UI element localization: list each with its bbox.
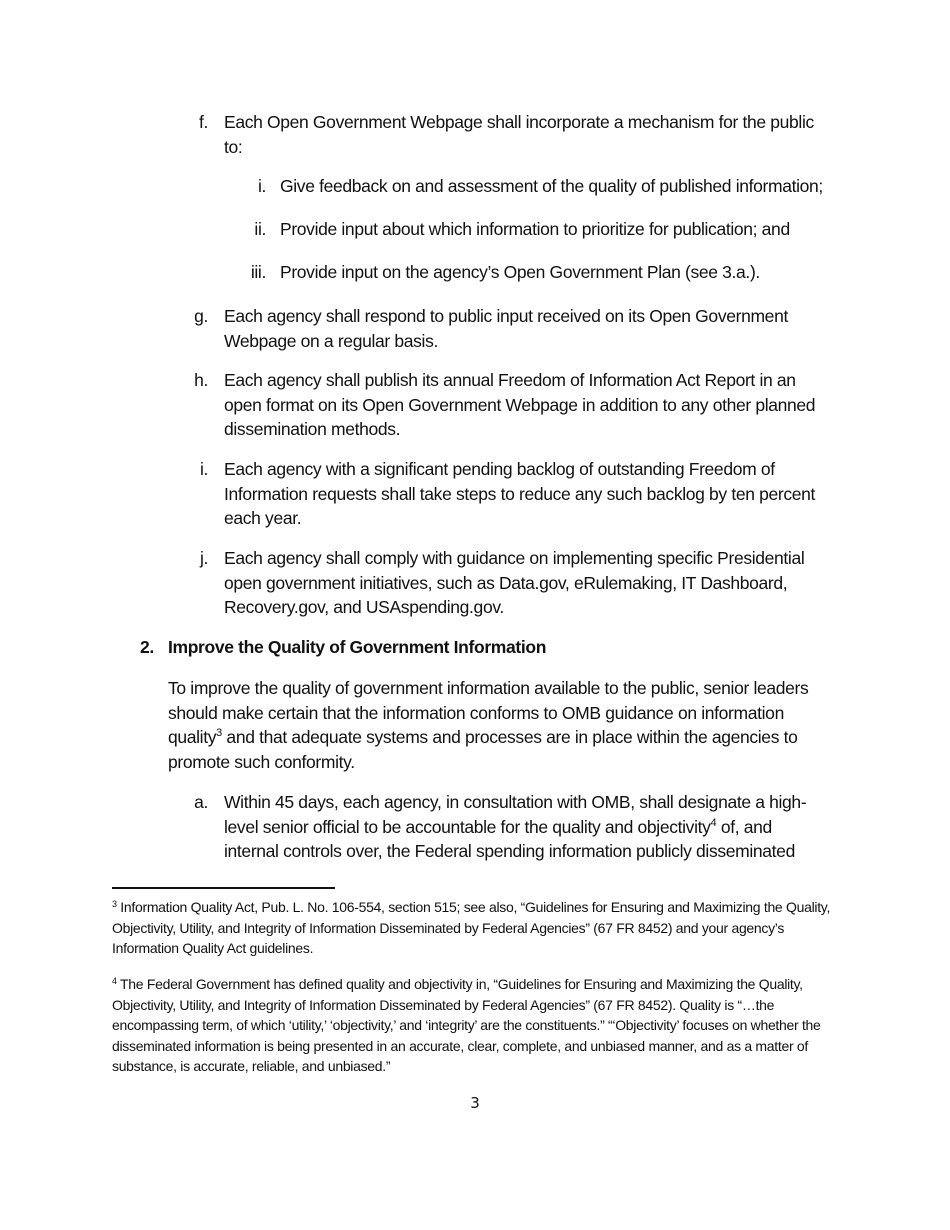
list-item-text: Provide input about which information to prioritize for publication; and [280,219,790,239]
list-marker: a. [194,792,208,812]
paragraph-text: To improve the quality of government information available to the public, senior leaders should make certain that the information conforms to OMB guidance on information quality [168,678,809,747]
footnote-4 [112,974,834,1077]
section-heading [140,635,546,659]
footnote-ref-3[interactable]: 3 [216,727,222,739]
footnote-marker: 4 [112,976,117,986]
page-number: 3 [470,1094,480,1112]
list-marker: iii. [250,262,266,282]
footnote-text: Information Quality Act, Pub. L. No. 106-554, section 515; see also, “Guidelines for Ensuring and Maximizing the Quality, Objectivity, Utility, and Integrity of Information Disseminated by Federal Agencies” (67 FR 8452) and your agency’s Information Quality Act guidelines. [112,899,831,956]
footnote-3 [112,897,834,959]
list-marker: g. [194,306,208,326]
list-marker: i. [257,176,266,196]
list-item-text: Give feedback on and assessment of the quality of published information; [280,176,823,196]
list-item-text: Provide input on the agency’s Open Government Plan (see 3.a.). [280,262,760,282]
footnote-marker: 3 [112,899,117,909]
list-item-text: Each Open Government Webpage shall incorporate a mechanism for the public to: [224,112,814,157]
list-item-text: Each agency with a significant pending backlog of outstanding Freedom of Information requests shall take steps to reduce any such backlog by ten percent each year. [224,459,816,528]
footnote-text: The Federal Government has defined quality and objectivity in, “Guidelines for Ensuring and Maximizing the Quality, Objectivity, Utility, and Integrity of Information Disseminated by Federal Agencies” (67 FR 8452). Quality is “…the encompassing term, of which ‘utility,’ ‘objectivity,’ and ‘integrity’ are the constituents.” “‘Objectivity’ focuses on whether the disseminated information is being presented in an accurate, clear, complete, and unbiased manner, and as a matter of substance, is accurate, reliable, and unbiased.” [112,976,821,1074]
list-marker: j. [199,548,208,568]
section-title: Improve the Quality of Government Information [168,637,547,657]
list-item-text: Each agency shall respond to public input received on its Open Government Webpage on a regular basis. [224,306,788,351]
item-a-text: Within 45 days, each agency, in consultation with OMB, shall designate a high-level senior official to be accountable for the quality and objectivity [224,792,807,837]
list-marker: h. [194,370,208,390]
list-marker: i. [199,459,208,479]
list-marker: ii. [254,219,266,239]
list-marker: f. [198,112,208,132]
footnote-separator [112,887,335,889]
section-paragraph [168,676,834,774]
paragraph-text-continued: and that adequate systems and processes are in place within the agencies to promote such conformity. [168,727,798,772]
item-a-text-continued: of, and internal controls over, the Federal spending information publicly disseminated [224,816,795,861]
footnote-ref-4[interactable]: 4 [710,816,717,829]
list-item-text: Each agency shall comply with guidance on implementing specific Presidential open government initiatives, such as Data.gov, eRulemaking, IT Dashboard, Recovery.gov, and USAspending.gov. [224,548,805,617]
section-number: 2. [140,637,154,657]
list-item-text [224,790,828,864]
list-item-text: Each agency shall publish its annual Freedom of Information Act Report in an open format on its Open Government Webpage in addition to any other planned dissemination methods. [224,370,816,439]
